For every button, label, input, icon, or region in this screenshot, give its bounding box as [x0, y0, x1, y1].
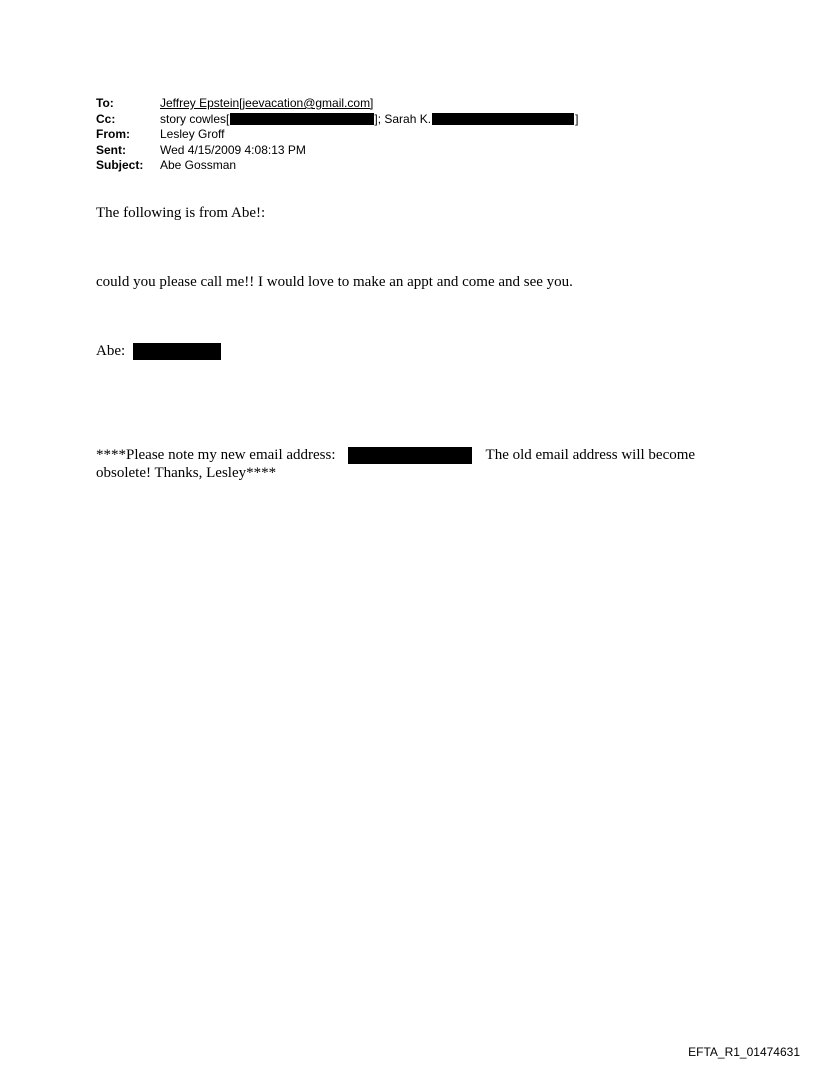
note-part-2: The old email address will become — [485, 447, 696, 463]
cc-end: ] — [575, 111, 579, 126]
note-part-1: ****Please note my new email address: — [96, 447, 336, 463]
to-value[interactable]: Jeffrey Epstein[jeevacation@gmail.com] — [160, 96, 374, 110]
body-abe-line — [96, 342, 221, 360]
note-part-3: obsolete! Thanks, Lesley**** — [96, 465, 277, 481]
subject-row — [96, 158, 578, 174]
sent-value: Wed 4/15/2009 4:08:13 PM — [160, 142, 306, 157]
subject-label: Subject: — [96, 158, 144, 172]
redaction-box — [133, 343, 221, 360]
note-line-2 — [96, 464, 695, 482]
body-intro-line: The following is from Abe!: — [96, 205, 266, 221]
document-id: EFTA_R1_01474631 — [688, 1045, 800, 1059]
cc-separator: ]; Sarah K. — [374, 111, 432, 126]
abe-label: Abe: — [96, 343, 126, 359]
sent-row — [96, 143, 578, 159]
from-value: Lesley Groff — [160, 127, 225, 141]
cc-row — [96, 112, 578, 128]
cc-label: Cc: — [96, 111, 116, 126]
redaction-box — [432, 113, 574, 125]
subject-value: Abe Gossman — [160, 158, 237, 172]
to-row — [96, 96, 578, 112]
email-header — [96, 96, 578, 174]
redaction-box — [348, 447, 472, 464]
redaction-box — [230, 113, 374, 125]
to-label: To: — [96, 96, 114, 110]
body-message-line: could you please call me!! I would love to make an appt and come and see you. — [96, 274, 573, 290]
sent-label: Sent: — [96, 142, 126, 157]
cc-name-1: story cowles[ — [160, 111, 230, 126]
from-row — [96, 127, 578, 143]
note-line-1 — [96, 446, 695, 464]
email-note — [96, 446, 695, 482]
from-label: From: — [96, 127, 130, 141]
cc-value — [160, 112, 578, 128]
